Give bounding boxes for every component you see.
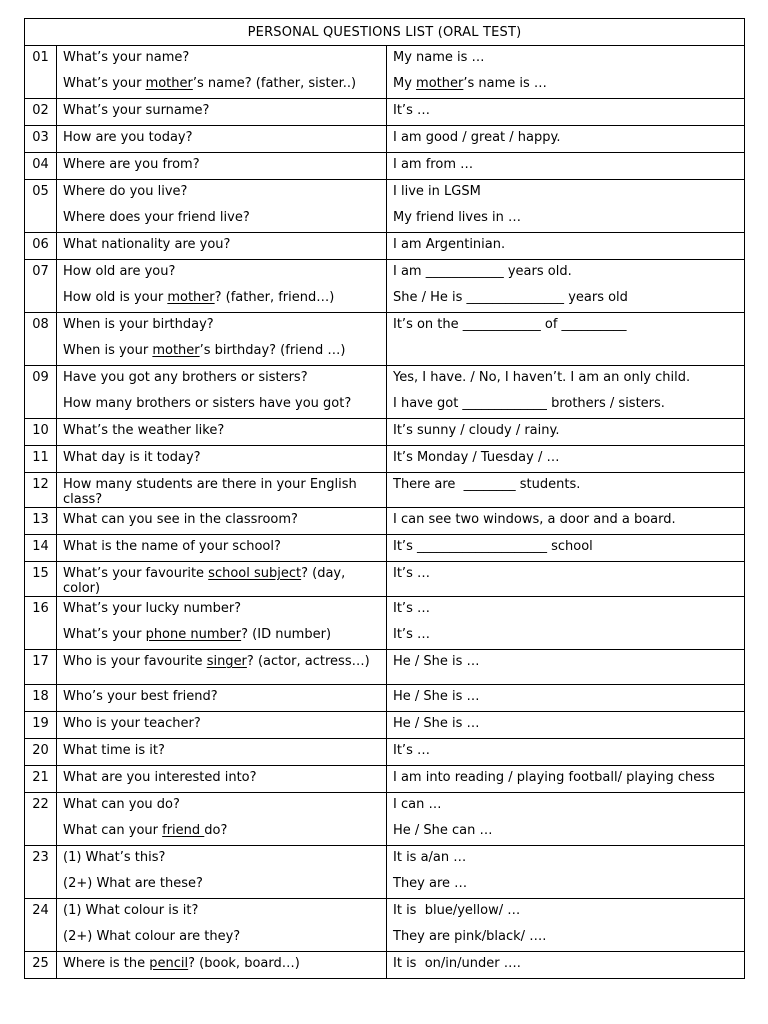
answer-cell [387,153,745,180]
table-row [25,793,745,846]
text-segment: How old is your [63,290,168,305]
text-segment: What’s your surname? [63,103,210,118]
table-row [25,535,745,562]
questions-table [24,18,745,979]
text-segment: What can you see in the classroom? [63,512,298,527]
text-segment: What’s your [63,76,146,91]
answer-line [387,562,744,596]
question-number: 11 [25,446,57,473]
question-number: 03 [25,126,57,153]
text-segment: My name is … [393,50,485,65]
answer-cell [387,233,745,260]
question-line [57,153,386,179]
table-row [25,508,745,535]
text-segment: She / He is _______________ years old [393,290,628,305]
text-segment: What day is it today? [63,450,201,465]
answer-cell [387,180,745,233]
text-segment: I have got _____________ brothers / sisters. [393,396,665,411]
table-row [25,180,745,233]
text-segment: It’s … [393,743,430,758]
answer-line [387,446,744,472]
question-line [57,712,386,738]
question-line [57,366,386,392]
question-line [57,313,386,339]
answer-line [387,685,744,711]
question-line [57,846,386,872]
text-segment: I can … [393,797,442,812]
text-segment: He / She is … [393,654,480,669]
answer-cell [387,739,745,766]
question-number: 15 [25,562,57,597]
answer-line [387,597,744,623]
answer-line [387,952,744,978]
answer-cell [387,685,745,712]
answer-line [387,846,744,872]
underlined-word: mother [167,290,215,305]
text-segment: What’s your lucky number? [63,601,242,616]
text-segment: I am from … [393,157,474,172]
question-number: 10 [25,419,57,446]
text-segment: What nationality are you? [63,237,231,252]
question-line [57,793,386,819]
answer-cell [387,419,745,446]
question-number: 02 [25,99,57,126]
answer-line [387,260,744,286]
text-segment: ’s birthday? (friend …) [199,343,346,358]
answer-line [387,180,744,206]
text-segment: They are … [393,876,468,891]
question-line [57,899,386,925]
question-number: 04 [25,153,57,180]
question-number: 24 [25,899,57,952]
answer-cell [387,535,745,562]
question-cell [57,685,387,712]
underlined-word: pencil [149,956,189,971]
answer-line [387,793,744,819]
title-row [25,19,745,46]
question-number: 14 [25,535,57,562]
underlined-word: mother [145,76,193,91]
table-row [25,952,745,979]
question-number: 12 [25,473,57,508]
underlined-word: singer [206,654,247,669]
answer-line [387,739,744,765]
question-cell [57,739,387,766]
table-row [25,260,745,313]
text-segment: How are you today? [63,130,193,145]
question-line [57,508,386,534]
answer-line [387,366,744,392]
text-segment: I am Argentinian. [393,237,506,252]
answer-cell [387,952,745,979]
question-line [57,535,386,561]
text-segment: It’s Monday / Tuesday / … [393,450,560,465]
question-number: 23 [25,846,57,899]
text-segment: How many brothers or sisters have you got? [63,396,352,411]
table-row [25,685,745,712]
text-segment: It’s … [393,627,430,642]
question-line [57,233,386,259]
table-row [25,597,745,650]
answer-line [387,819,744,845]
question-line [57,766,386,792]
question-line [57,46,386,72]
question-cell [57,899,387,952]
question-line [57,925,386,951]
question-line [57,473,386,507]
table-body [25,46,745,979]
text-segment: What can you do? [63,797,180,812]
answer-cell [387,562,745,597]
text-segment: What is the name of your school? [63,539,281,554]
text-segment: It is blue/yellow/ … [393,903,521,918]
text-segment: Who is your teacher? [63,716,201,731]
text-segment: Who’s your best friend? [63,689,218,704]
answer-cell [387,508,745,535]
answer-line [387,419,744,445]
answer-cell [387,126,745,153]
question-cell [57,313,387,366]
answer-line [387,153,744,179]
question-line [57,597,386,623]
answer-line [387,650,744,684]
answer-line [387,535,744,561]
question-line [57,872,386,898]
table-row [25,99,745,126]
underlined-word: school subject [208,566,302,581]
text-segment: How old are you? [63,264,176,279]
text-segment: It’s on the ____________ of __________ [393,317,627,332]
text-segment: I can see two windows, a door and a board. [393,512,676,527]
question-number: 07 [25,260,57,313]
answer-line [387,392,744,418]
table-row [25,419,745,446]
text-segment: My [393,76,417,91]
question-cell [57,233,387,260]
question-number: 22 [25,793,57,846]
question-number: 01 [25,46,57,99]
question-number: 21 [25,766,57,793]
question-cell [57,366,387,419]
question-cell [57,180,387,233]
table-row [25,562,745,597]
question-number: 19 [25,712,57,739]
text-segment: They are pink/black/ …. [393,929,547,944]
answer-cell [387,473,745,508]
question-cell [57,153,387,180]
text-segment: It is a/an … [393,850,467,865]
question-number: 08 [25,313,57,366]
question-cell [57,766,387,793]
text-segment: What’s your [63,627,146,642]
answer-cell [387,446,745,473]
question-cell [57,650,387,685]
text-segment: What can your [63,823,163,838]
question-number: 25 [25,952,57,979]
text-segment: He / She is … [393,689,480,704]
answer-line [387,925,744,951]
text-segment: ’s name? (father, sister..) [192,76,357,91]
answer-line [387,99,744,125]
text-segment: Where do you live? [63,184,188,199]
text-segment: It’s ____________________ school [393,539,593,554]
text-segment: (2+) What are these? [63,876,203,891]
text-segment: do? [204,823,228,838]
text-segment: Where does your friend live? [63,210,250,225]
text-segment: (2+) What colour are they? [63,929,241,944]
text-segment: ? (day, color) [63,566,350,596]
answer-cell [387,766,745,793]
question-number: 09 [25,366,57,419]
question-number: 16 [25,597,57,650]
text-segment: ? (actor, actress…) [246,654,370,669]
underlined-word: mother [152,343,200,358]
text-segment: ? (father, friend…) [214,290,335,305]
text-segment: (1) What colour is it? [63,903,199,918]
question-cell [57,952,387,979]
question-line [57,126,386,152]
question-line [57,72,386,98]
answer-cell [387,650,745,685]
table-row [25,313,745,366]
text-segment: My friend lives in … [393,210,522,225]
table-row [25,233,745,260]
text-segment: He / She is … [393,716,480,731]
answer-line [387,339,744,365]
answer-line [387,899,744,925]
answer-line [387,623,744,649]
text-segment: I am good / great / happy. [393,130,561,145]
text-segment: What’s the weather like? [63,423,225,438]
text-segment: When is your [63,343,153,358]
question-cell [57,46,387,99]
answer-line [387,872,744,898]
answer-cell [387,99,745,126]
text-segment: Yes, I have. / No, I haven’t. I am an only child. [393,370,691,385]
text-segment: Have you got any brothers or sisters? [63,370,308,385]
page-title: PERSONAL QUESTIONS LIST (ORAL TEST) [25,19,745,46]
question-line [57,286,386,312]
text-segment: What time is it? [63,743,165,758]
question-cell [57,446,387,473]
text-segment: What are you interested into? [63,770,257,785]
text-segment: I live in LGSM [393,184,481,199]
answer-cell [387,260,745,313]
question-cell [57,419,387,446]
question-cell [57,126,387,153]
text-segment: It is on/in/under …. [393,956,521,971]
answer-line [387,712,744,738]
answer-cell [387,313,745,366]
answer-line [387,766,744,792]
question-cell [57,712,387,739]
answer-cell [387,597,745,650]
answer-line [387,313,744,339]
text-segment: (1) What’s this? [63,850,166,865]
answer-line [387,508,744,534]
question-line [57,819,386,845]
question-line [57,419,386,445]
question-line [57,180,386,206]
answer-line [387,206,744,232]
answer-line [387,126,744,152]
table-row [25,446,745,473]
text-segment: What’s your name? [63,50,190,65]
answer-line [387,473,744,507]
answer-cell [387,899,745,952]
question-cell [57,846,387,899]
question-cell [57,562,387,597]
text-segment: ? (ID number) [241,627,332,642]
question-line [57,392,386,418]
question-cell [57,260,387,313]
question-line [57,952,386,978]
answer-line [387,286,744,312]
table-row [25,46,745,99]
answer-cell [387,793,745,846]
text-segment: When is your birthday? [63,317,214,332]
table-row [25,473,745,508]
table-row [25,712,745,739]
text-segment: It’s … [393,566,430,581]
question-cell [57,793,387,846]
answer-cell [387,46,745,99]
question-line [57,446,386,472]
answer-line [387,72,744,98]
question-line [57,562,386,596]
question-cell [57,99,387,126]
answer-cell [387,712,745,739]
question-cell [57,508,387,535]
text-segment: He / She can … [393,823,493,838]
question-line [57,685,386,711]
question-number: 06 [25,233,57,260]
question-number: 17 [25,650,57,685]
answer-line [387,233,744,259]
table-row [25,153,745,180]
text-segment: Where is the [63,956,150,971]
question-line [57,260,386,286]
question-line [57,739,386,765]
question-line [57,339,386,365]
text-segment: It’s … [393,103,430,118]
question-cell [57,473,387,508]
table-row [25,650,745,685]
underlined-word: mother [416,76,464,91]
text-segment: How many students are there in your English class? [63,477,361,507]
text-segment: I am ____________ years old. [393,264,572,279]
question-number: 05 [25,180,57,233]
text-segment: It’s sunny / cloudy / rainy. [393,423,560,438]
table-row [25,366,745,419]
question-number: 13 [25,508,57,535]
text-segment: I am into reading / playing football/ playing chess [393,770,715,785]
answer-cell [387,366,745,419]
question-line [57,623,386,649]
table-row [25,899,745,952]
question-cell [57,535,387,562]
table-row [25,766,745,793]
answer-line [387,46,744,72]
text-segment: Who is your favourite [63,654,207,669]
question-line [57,99,386,125]
text-segment: ’s name is … [463,76,547,91]
text-segment: It’s … [393,601,430,616]
text-segment: ? (book, board…) [188,956,300,971]
question-number: 18 [25,685,57,712]
answer-cell [387,846,745,899]
underlined-word: phone number [145,627,242,642]
text-segment: What’s your favourite [63,566,209,581]
question-cell [57,597,387,650]
table-row [25,846,745,899]
table-row [25,126,745,153]
underlined-word: friend [162,823,205,838]
table-row [25,739,745,766]
text-segment: There are ________ students. [393,477,581,492]
question-number: 20 [25,739,57,766]
question-line [57,206,386,232]
text-segment: Where are you from? [63,157,200,172]
question-line [57,650,386,684]
